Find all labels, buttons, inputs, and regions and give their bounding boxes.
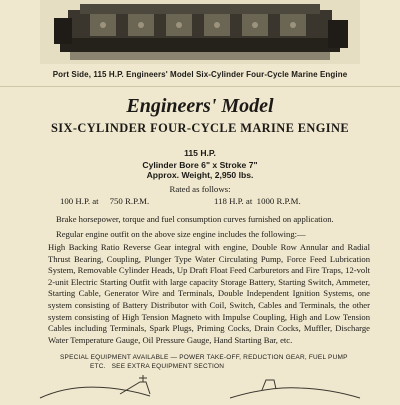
rating-750-rpm: 100 H.P. at 750 R.P.M. <box>60 196 150 206</box>
special-line-1: SPECIAL EQUIPMENT AVAILABLE — POWER TAKE-OFF, REDUCTION GEAR, FUEL PUMP <box>60 354 348 361</box>
boat-illustration <box>0 374 400 400</box>
page-subtitle: SIX-CYLINDER FOUR-CYCLE MARINE ENGINE <box>50 121 350 135</box>
rating-1000-rpm: 118 H.P. at 1000 R.P.M. <box>214 196 301 206</box>
divider <box>0 86 400 87</box>
paragraph-outfit-list: High Backing Ratio Reverse Gear integral with engine, Double Row Annular and Radial Thrust Bearing, Coupling, Plunger Type Water Circulating Pump, Force Feed Lubrication System, Removable Cylinder Heads, Up Draft Float Feed Carburetors and Fire Traps, 12-volt 2-unit Electric Starting Outfit with large capacity Storage Battery, Starting Switch, Ammeter, Starting Cable, Generator Wire and Terminals, Double Independent Ignition Systems, one system consisting of Battery Distributor with Coil, Switch, Cables and Terminals, the other system consisting of High Tension Magneto with Impulse Coupling, High and Low Tension Cables including Terminals, Spark Plugs, Priming Cocks, Drain Cocks, Muffler, Discharge Water Temperature Gauge, Oil Pressure Gauge, Hand Starting Bar, etc. <box>48 242 370 345</box>
rated-heading: Rated as follows: <box>169 184 231 194</box>
paragraph-outfit-intro: Regular engine outfit on the above size engine includes the following:— <box>56 229 306 239</box>
photo-caption: Port Side, 115 H.P. Engineers' Model Six-Cylinder Four-Cycle Marine Engine <box>52 70 348 79</box>
engine-photo <box>40 0 360 64</box>
page-title: Engineers' Model <box>126 95 274 117</box>
special-line-2: ETC. SEE EXTRA EQUIPMENT SECTION <box>90 363 225 370</box>
spec-weight: Approx. Weight, 2,950 lbs. <box>146 170 254 180</box>
special-equipment-note <box>60 353 360 371</box>
spec-horsepower: 115 H.P. <box>184 148 216 158</box>
spec-bore-stroke: Cylinder Bore 6" x Stroke 7" <box>142 160 258 170</box>
paragraph-curves: Brake horsepower, torque and fuel consumption curves furnished on application. <box>56 214 334 224</box>
